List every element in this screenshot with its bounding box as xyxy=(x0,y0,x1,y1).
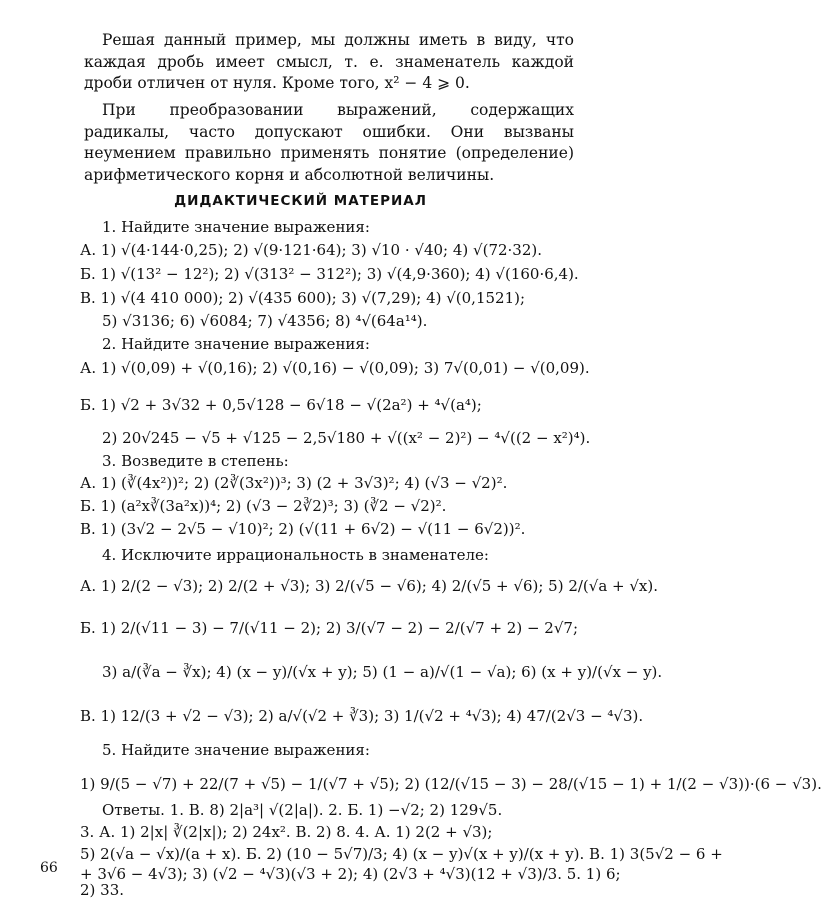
exercise-line: 2) 20√245 − √5 + √125 − 2,5√180 + √((x² − 2)²) − ⁴√((2 − x²)⁴). xyxy=(102,429,591,447)
exercise-line: 1) 9/(5 − √7) + 22/(7 + √5) − 1/(√7 + √5); 2) (12/(√15 − 3) − 28/(√15 − 1) + 1/(2 − √3))·(6 − √3). xyxy=(80,775,822,793)
answers-line: + 3√6 − 4√3); 3) (√2 − ⁴√3)(√3 + 2); 4) (2√3 + ⁴√3)(12 + √3)/3. 5. 1) 6; xyxy=(80,865,621,883)
exercise-line: Б. 1) √(13² − 12²); 2) √(313² − 312²); 3) √(4,9·360); 4) √(160·6,4). xyxy=(80,265,579,283)
answers-line: 2) 33. xyxy=(80,881,125,899)
task-2-title: 2. Найдите значение выражения: xyxy=(102,335,370,353)
intro-paragraph-1: Решая данный пример, мы должны иметь в виду, что каждая дробь имеет смысл, т. е. знаменатель каждой дроби отличен от нуля. Кроме того, x² − 4 ⩾ 0. xyxy=(84,31,574,92)
exercise-line: Б. 1) √2 + 3√32 + 0,5√128 − 6√18 − √(2a²) + ⁴√(a⁴); xyxy=(80,396,482,414)
answers-line: 5) 2(√a − √x)/(a + x). Б. 2) (10 − 5√7)/3; 4) (x − y)√(x + y)/(x + y). В. 1) 3(5√2 − 6 + xyxy=(80,845,723,863)
exercise-line: Б. 1) 2/(√11 − 3) − 7/(√11 − 2); 2) 3/(√7 − 2) − 2/(√7 + 2) − 2√7; xyxy=(80,619,579,637)
answers-line: Ответы. 1. В. 8) 2|a³| √(2|a|). 2. Б. 1) −√2; 2) 129√5. xyxy=(102,801,503,819)
task-3-title: 3. Возведите в степень: xyxy=(102,452,289,470)
exercise-line: 3) a/(∛a − ∛x); 4) (x − y)/(√x + y); 5) (1 − a)/√(1 − √a); 6) (x + y)/(√x − y). xyxy=(102,663,663,681)
exercise-line: А. 1) (∛(4x²))²; 2) (2∛(3x²))³; 3) (2 + 3√3)²; 4) (√3 − √2)². xyxy=(80,474,508,492)
exercise-line: В. 1) 12/(3 + √2 − √3); 2) a/√(√2 + ∛3); 3) 1/(√2 + ⁴√3); 4) 47/(2√3 − ⁴√3). xyxy=(80,707,644,725)
exercise-line: В. 1) (3√2 − 2√5 − √10)²; 2) (√(11 + 6√2) − √(11 − 6√2))². xyxy=(80,520,526,538)
intro-paragraph-2: При преобразовании выражений, содержащих радикалы, часто допускают ошибки. Они вызваны неумением правильно применять понятие (определение) арифметического корня и абсолютной величины. xyxy=(84,101,574,184)
answers-line: 3. А. 1) 2|x| ∛(2|x|); 2) 24x². В. 2) 8. 4. А. 1) 2(2 + √3); xyxy=(80,823,493,841)
exercise-line: А. 1) 2/(2 − √3); 2) 2/(2 + √3); 3) 2/(√5 − √6); 4) 2/(√5 + √6); 5) 2/(√a + √x). xyxy=(80,577,659,595)
exercise-line: А. 1) √(0,09) + √(0,16); 2) √(0,16) − √(0,09); 3) 7√(0,01) − √(0,09). xyxy=(80,359,590,377)
task-5-title: 5. Найдите значение выражения: xyxy=(102,741,370,759)
exercise-line: А. 1) √(4·144·0,25); 2) √(9·121·64); 3) √10 · √40; 4) √(72·32). xyxy=(80,241,543,259)
exercise-line: Б. 1) (a²x∛(3a²x))⁴; 2) (√3 − 2∛2)³; 3) (∛2 − √2)². xyxy=(80,497,447,515)
exercise-line: В. 1) √(4 410 000); 2) √(435 600); 3) √(7,29); 4) √(0,1521); xyxy=(80,289,526,307)
task-4-title: 4. Исключите иррациональность в знаменателе: xyxy=(102,546,489,564)
page-number: 66 xyxy=(40,860,58,876)
exercise-line: 5) √3136; 6) √6084; 7) √4356; 8) ⁴√(64a¹⁴). xyxy=(102,312,428,330)
section-heading: ДИДАКТИЧЕСКИЙ МАТЕРИАЛ xyxy=(174,193,427,209)
task-1-title: 1. Найдите значение выражения: xyxy=(102,218,370,236)
